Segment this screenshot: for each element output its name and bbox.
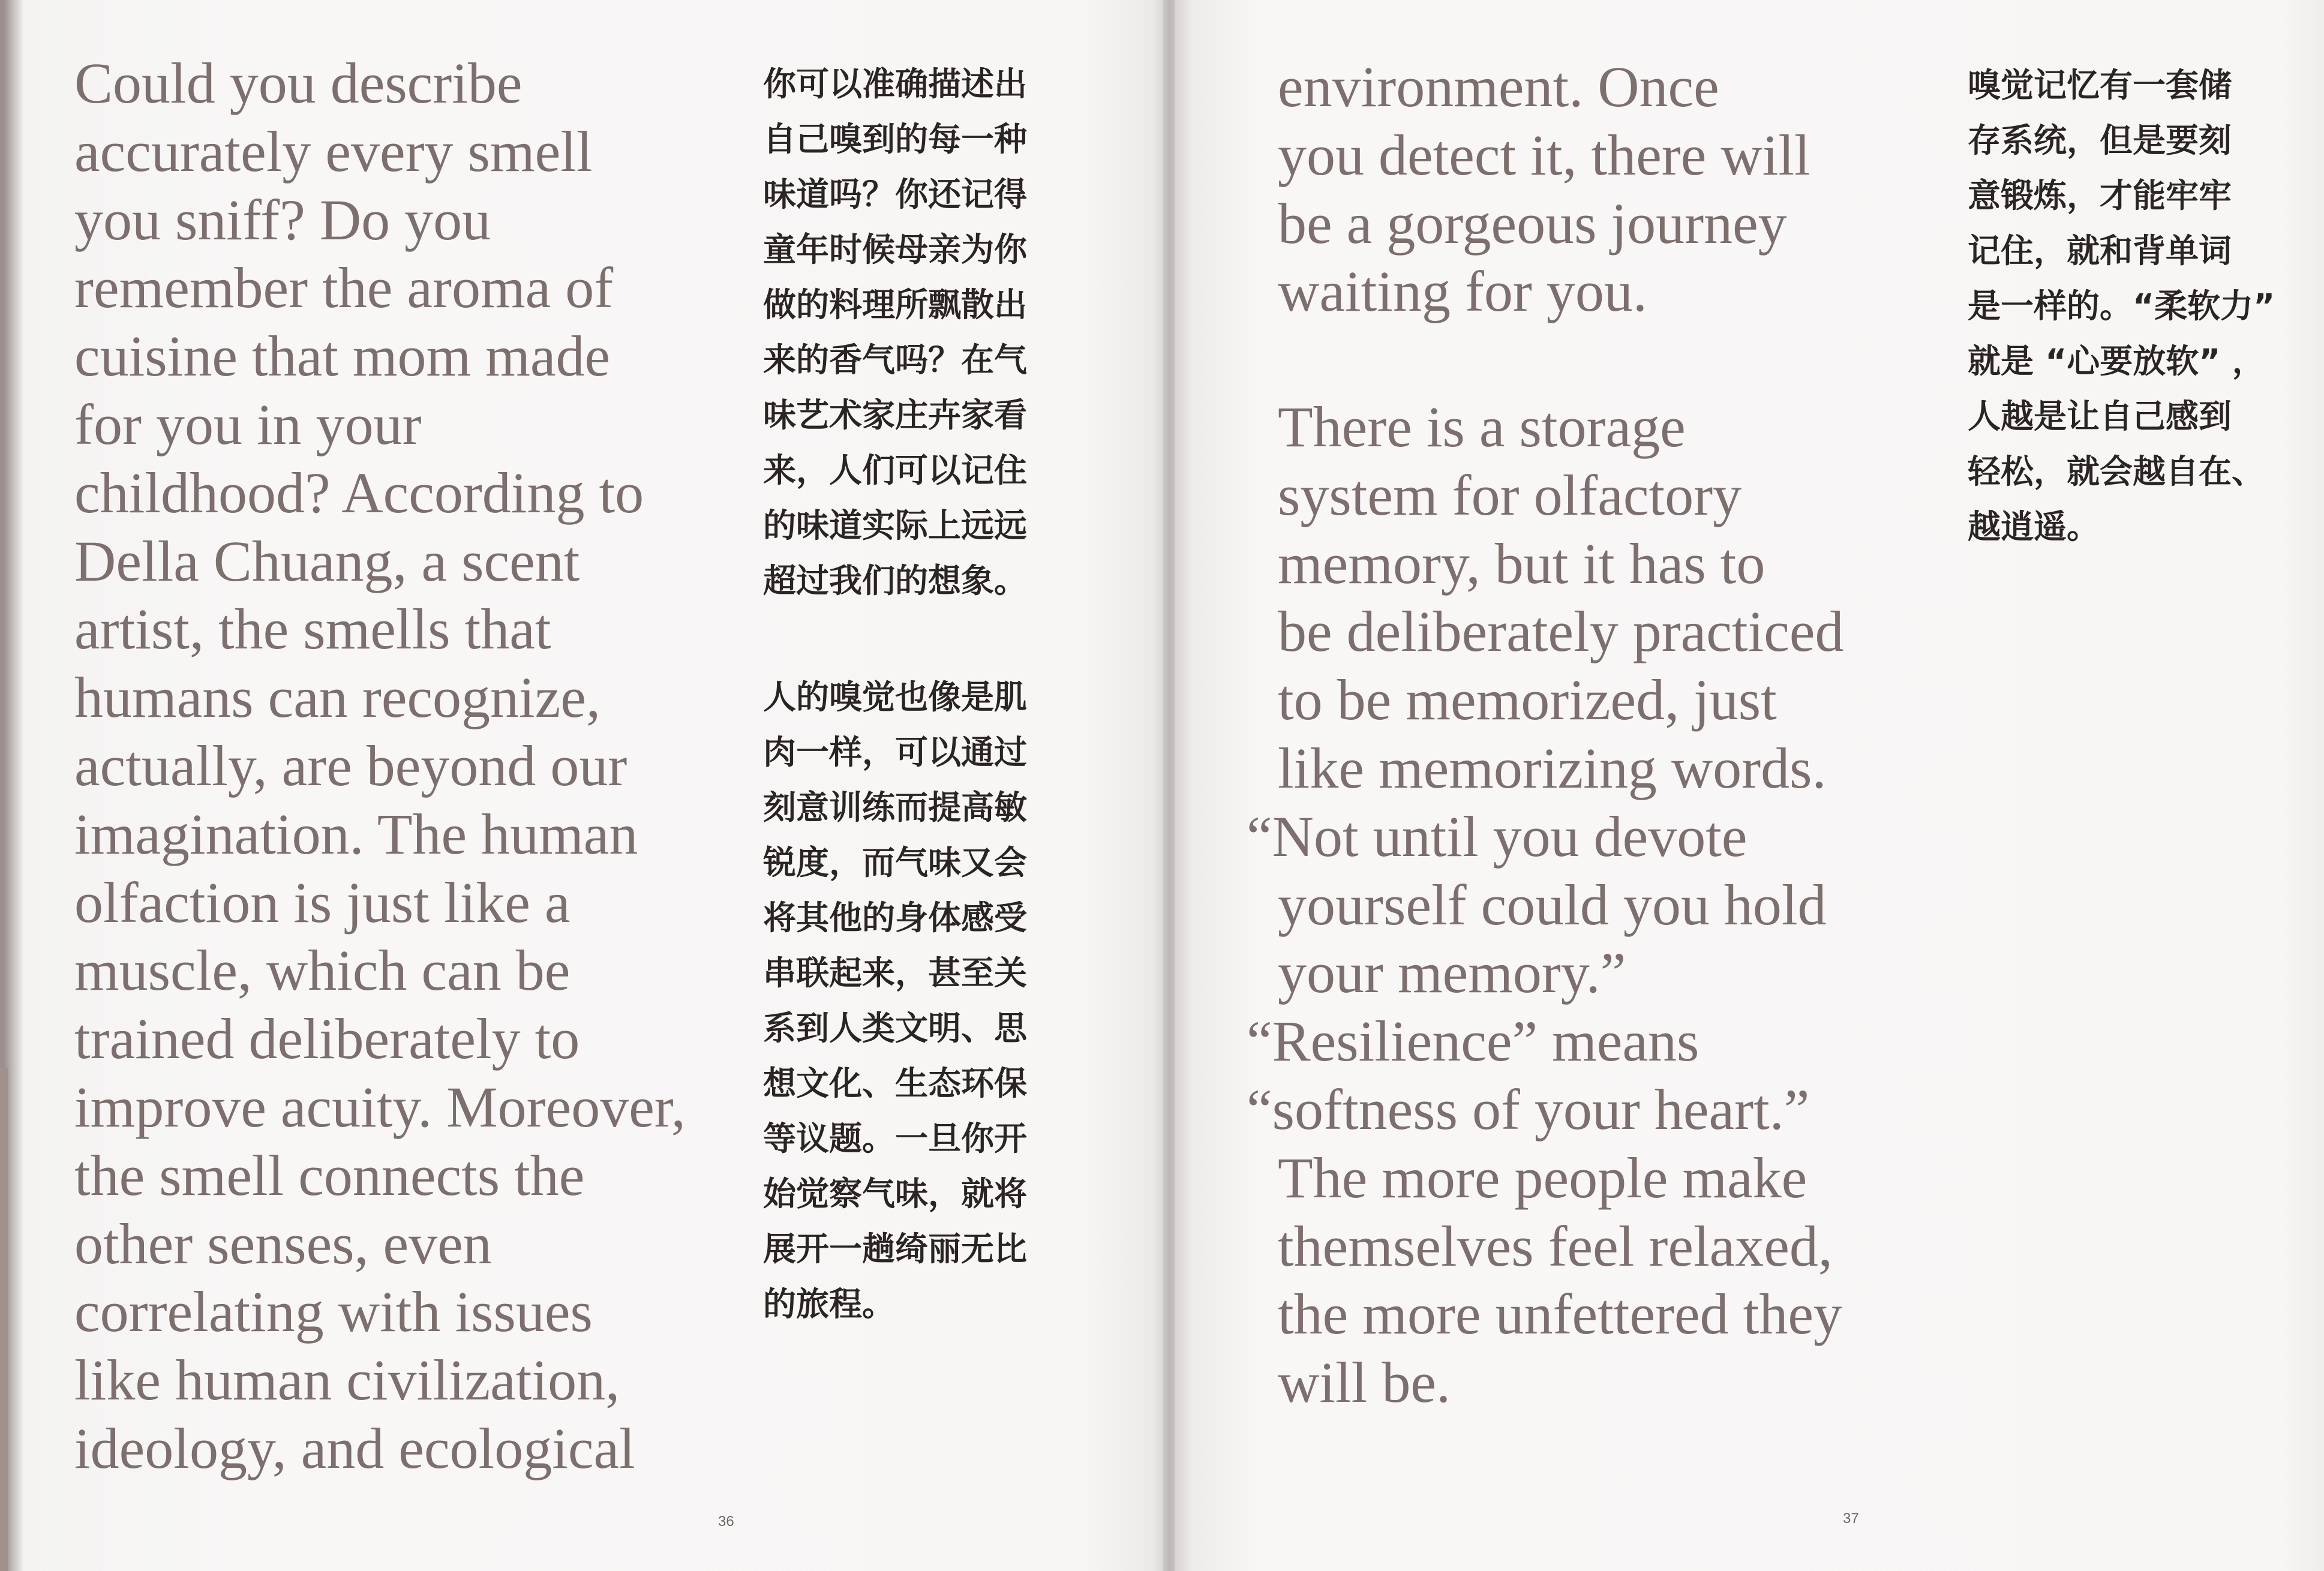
text-line: 刻意训练而提高敏 [763,788,1028,827]
text-line: olfaction is just like a [74,870,571,935]
left-chinese-paragraph-2 [763,669,1027,1332]
text-line: 自己嗅到的每一种 [763,120,1028,158]
text-line: for you in your [74,392,422,456]
text-line: to be memorized, just [1278,668,1777,732]
text-line: 肉一样，可以通过 [763,733,1028,771]
page-number: 36 [718,1513,734,1530]
text-line: 来，人们可以记住 [763,451,1028,489]
text-line: “softness of your heart.” [1247,1077,1810,1142]
text-line: 轻松，就会越自在、 [1968,452,2265,491]
text-line: cuisine that mom made [74,324,611,389]
text-line: yourself could you hold [1278,872,1827,937]
text-line: be a gorgeous journey [1278,191,1787,256]
text-line: you sniff? Do you [74,187,491,252]
left-english-text [74,49,686,1483]
text-line: 的旅程。 [763,1285,896,1323]
text-line: 系到人类文明、思 [763,1009,1028,1047]
page-number: 37 [1843,1510,1859,1527]
text-line: 你可以准确描述出 [763,65,1028,103]
text-line: will be. [1278,1350,1451,1415]
text-line: 人越是让自己感到 [1968,397,2232,435]
text-line: There is a storage [1278,395,1686,459]
text-line: 就是 “心要放软” ， [1968,342,2265,380]
text-line: 锐度，而气味又会 [763,843,1028,882]
text-line: 超过我们的想象。 [763,561,1028,600]
text-line: improve acuity. Moreover, [74,1074,686,1139]
text-line: 始觉察气味，就将 [763,1175,1028,1213]
text-line: the more unfettered they [1278,1282,1842,1347]
left-chinese-paragraph-1 [763,56,1027,608]
text-line: artist, the smells that [74,597,551,662]
text-line: Della Chuang, a scent [74,528,580,593]
text-line: environment. Once [1278,55,1719,119]
text-line: remember the aroma of [74,256,614,320]
text-line: accurately every smell [74,119,593,184]
text-line: the smell connects the [74,1143,585,1207]
text-line: 存系统，但是要刻 [1968,121,2232,160]
text-line: correlating with issues [74,1279,593,1344]
right-english-paragraph-2 [1247,393,1844,1417]
text-line: childhood? According to [74,460,644,525]
text-line: other senses, even [74,1211,492,1276]
text-line: 味道吗？你还记得 [763,175,1028,214]
text-line: “Resilience” means [1247,1009,1700,1074]
text-line: Could you describe [74,51,523,115]
text-line: 是一样的。“柔软力” [1968,287,2275,325]
text-line: like memorizing words. [1278,735,1827,800]
right-english-paragraph-1 [1278,53,1810,326]
text-line: 展开一趟绮丽无比 [763,1230,1028,1268]
text-line: be deliberately practiced [1278,599,1844,664]
text-line: imagination. The human [74,801,638,866]
text-line: 记住，就和背单词 [1968,232,2232,270]
text-line: The more people make [1278,1145,1807,1210]
text-line: system for olfactory [1278,462,1742,527]
text-line: ideology, and ecological [74,1416,635,1480]
text-line: 等议题。一旦你开 [763,1119,1028,1158]
text-line: actually, are beyond our [74,733,627,798]
text-line: 串联起来，甚至关 [763,954,1028,992]
text-line: 的味道实际上远远 [763,506,1028,545]
right-chinese-paragraph [1968,58,2275,554]
text-line: 做的料理所飘散出 [763,286,1028,324]
text-line: trained deliberately to [74,1007,580,1071]
text-line: you detect it, there will [1278,122,1810,187]
text-line: 人的嗅觉也像是肌 [763,678,1028,716]
text-line: 想文化、生态环保 [763,1064,1028,1103]
text-line: memory, but it has to [1278,531,1765,596]
text-line: 越逍遥。 [1968,507,2100,546]
text-line: your memory.” [1278,941,1626,1005]
text-line: 将其他的身体感受 [763,899,1028,937]
text-line: 嗅觉记忆有一套储 [1968,66,2232,104]
text-line: 味艺术家庄卉家看 [763,396,1028,434]
text-line: “Not until you devote [1247,804,1747,869]
text-line: themselves feel relaxed, [1278,1213,1833,1278]
text-line: humans can recognize, [74,665,600,730]
text-line: muscle, which can be [74,938,571,1003]
page-edge-strip [0,1068,8,1571]
text-line: 童年时候母亲为你 [763,230,1028,269]
text-line: 意锻炼，才能牢牢 [1968,176,2232,215]
right-page [1175,0,2324,1571]
text-line: like human civilization, [74,1348,620,1413]
text-line: 来的香气吗？在气 [763,341,1028,379]
text-line: waiting for you. [1278,259,1647,324]
